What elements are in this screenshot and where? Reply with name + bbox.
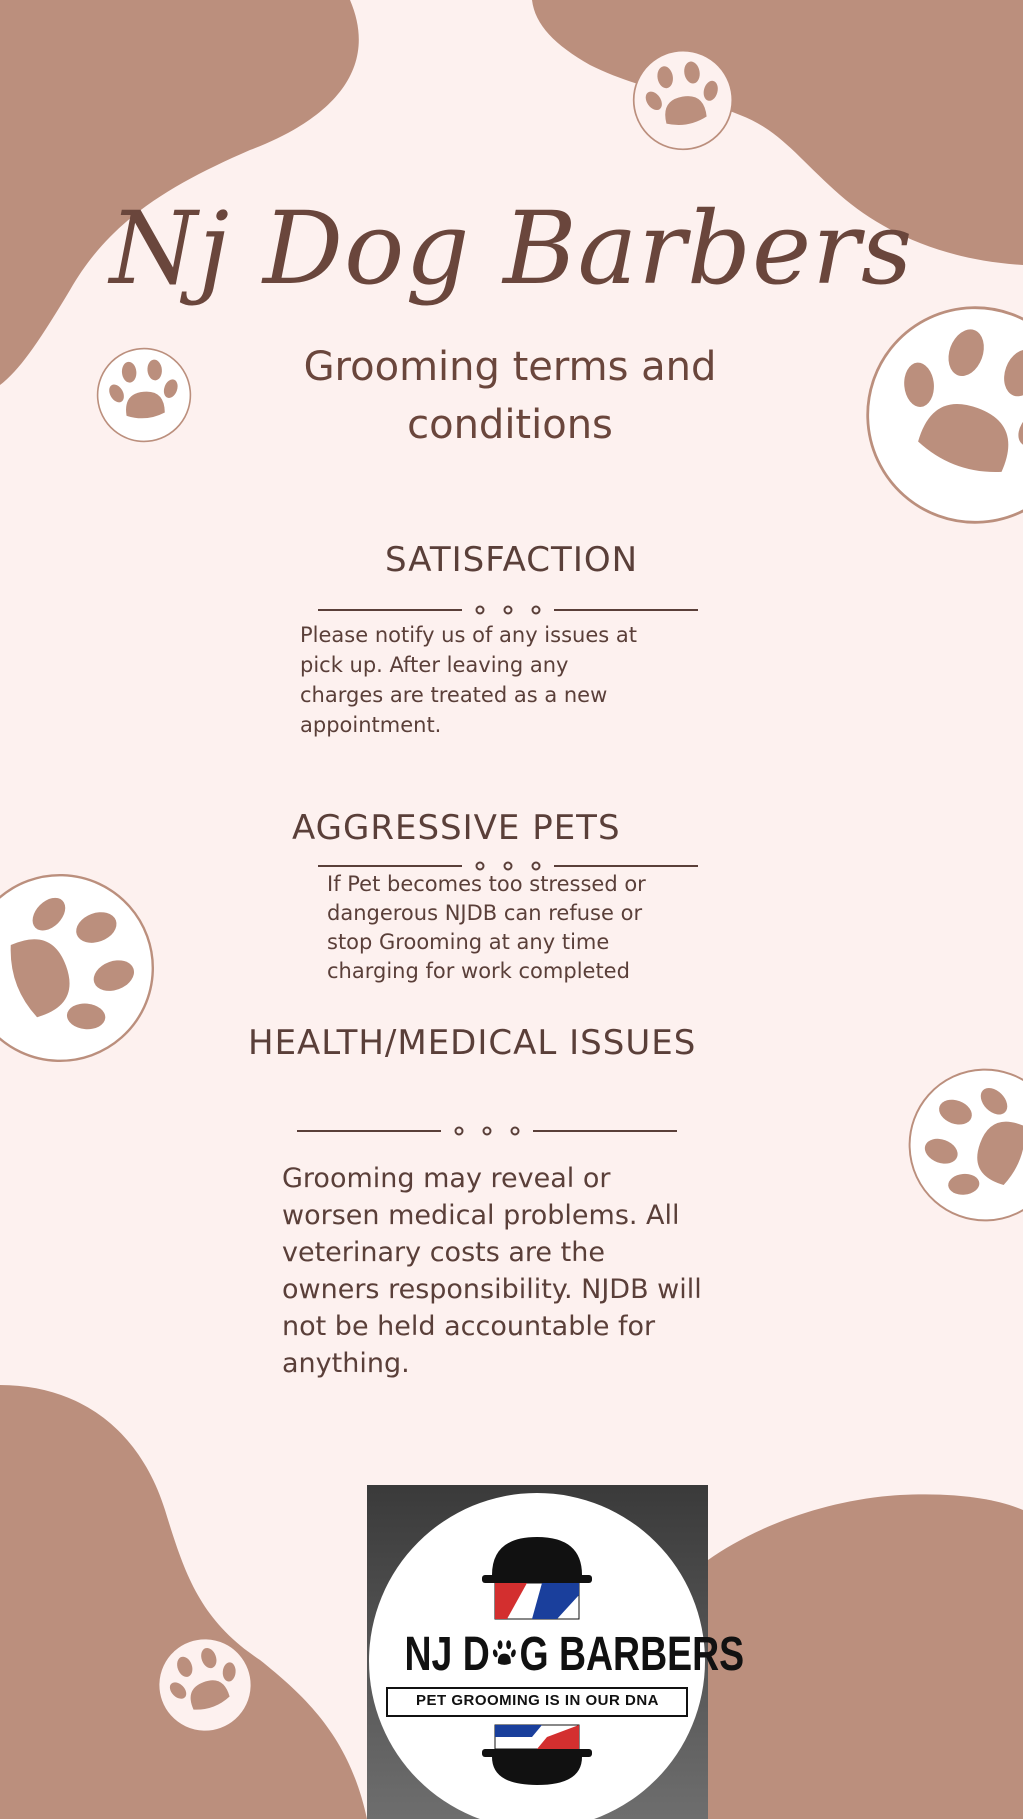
section-body-health: Grooming may reveal or worsen medical problems. All veterinary costs are the owners responsibility. NJDB will not be held accountable for anything. (282, 1163, 702, 1379)
logo-name-left: NJ D (404, 1628, 490, 1681)
page-subtitle: Grooming terms and conditions (303, 344, 717, 448)
divider-dots-icon (297, 1128, 677, 1135)
divider-dots-icon (318, 607, 698, 614)
section-body-satisfaction: Please notify us of any issues at pick up. After leaving any charges are treated as a new appointment. (300, 623, 637, 737)
paw-icon (94, 345, 195, 446)
divider-dots-icon (318, 863, 698, 870)
paw-icon (888, 1048, 1023, 1241)
section-heading-aggressive-pets: AGGRESSIVE PETS (292, 808, 621, 848)
blob-bottom-right (708, 1494, 1023, 1819)
paw-icon (0, 849, 179, 1087)
logo-tagline: PET GROOMING IS IN OUR DNA (415, 1692, 659, 1709)
logo-name (404, 1627, 745, 1682)
logo-name-right: G BARBERS (519, 1628, 745, 1681)
paw-icon (490, 1631, 520, 1669)
brand-logo (367, 1485, 745, 1819)
paw-icon (837, 277, 1023, 552)
blob-bottom-left (0, 1385, 367, 1819)
brand-script-title: Nj Dog Barbers (109, 190, 914, 307)
section-heading-health: HEALTH/MEDICAL ISSUES (248, 1023, 697, 1063)
section-heading-satisfaction: SATISFACTION (385, 540, 639, 580)
section-body-aggressive-pets: If Pet becomes too stressed or dangerous NJDB can refuse or stop Grooming at any time charging for work completed (327, 872, 646, 983)
